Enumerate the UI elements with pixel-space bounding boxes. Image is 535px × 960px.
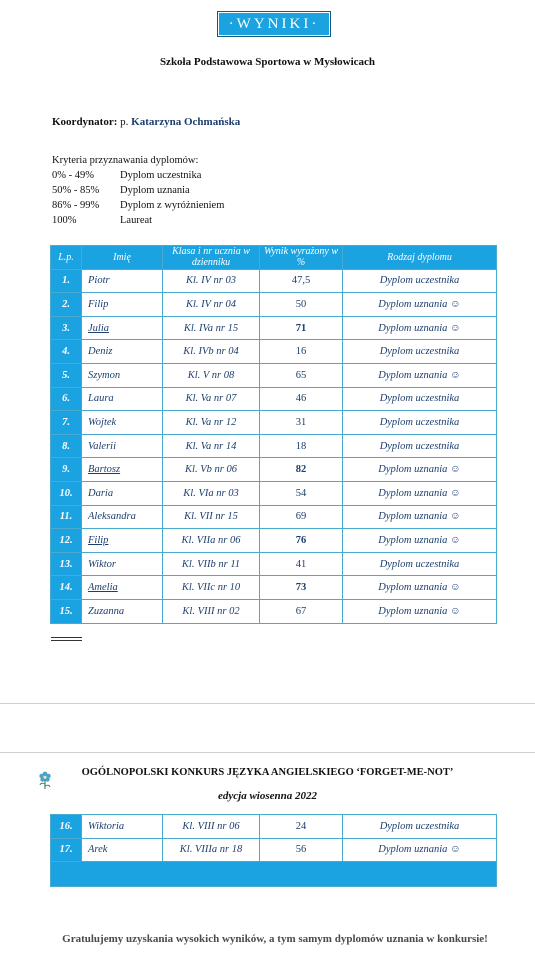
student-score: 76 — [260, 529, 343, 553]
row-number: 2. — [51, 293, 82, 317]
student-class: Kl. IV nr 04 — [163, 293, 260, 317]
diploma-type: Dyplom uczestnika — [343, 269, 497, 293]
table-row — [51, 552, 497, 576]
table-row — [51, 529, 497, 553]
student-name: Wojtek — [82, 411, 163, 435]
header-name: Imię — [82, 246, 163, 270]
student-name — [82, 316, 163, 340]
student-class: Kl. VII nr 15 — [163, 505, 260, 529]
diploma-type: Dyplom uczestnika — [343, 815, 497, 839]
student-name — [82, 458, 163, 482]
student-score: 65 — [260, 363, 343, 387]
diploma-type: Dyplom uznania ☺ — [343, 576, 497, 600]
table-row — [51, 411, 497, 435]
diploma-type: Dyplom uczestnika — [343, 387, 497, 411]
row-number: 12. — [51, 529, 82, 553]
student-name: Valerii — [82, 434, 163, 458]
criteria-range: 86% - 99% — [52, 200, 100, 211]
row-number: 3. — [51, 316, 82, 340]
student-name-text: Julia — [88, 322, 109, 334]
table-row — [51, 458, 497, 482]
criteria-label: Dyplom z wyróżnieniem — [120, 200, 225, 211]
results-table-continued — [50, 814, 497, 887]
congratulations-text: Gratulujemy uzyskania wysokich wyników, a tym samym dyplomów uznania w konkursie! — [62, 933, 488, 945]
criteria-row — [52, 183, 224, 198]
criteria-range: 100% — [52, 215, 77, 226]
table-row — [51, 293, 497, 317]
header-class: Klasa i nr ucznia w dzienniku — [163, 246, 260, 270]
criteria-block — [52, 153, 224, 228]
student-name: Deniz — [82, 340, 163, 364]
diploma-type: Dyplom uznania ☺ — [343, 293, 497, 317]
student-score: 71 — [260, 316, 343, 340]
row-number: 4. — [51, 340, 82, 364]
table-row — [51, 815, 497, 839]
student-name: Aleksandra — [82, 505, 163, 529]
coordinator-label: Koordynator: — [52, 116, 118, 128]
header-score: Wynik wyrażony w % — [260, 246, 343, 270]
student-name — [82, 576, 163, 600]
row-number: 7. — [51, 411, 82, 435]
criteria-title: Kryteria przyznawania dyplomów: — [52, 155, 199, 166]
row-number: 6. — [51, 387, 82, 411]
diploma-type: Dyplom uznania ☺ — [343, 599, 497, 623]
criteria-row — [52, 198, 224, 213]
table-row — [51, 838, 497, 862]
diploma-type: Dyplom uznania ☺ — [343, 316, 497, 340]
student-score: 67 — [260, 599, 343, 623]
student-score: 46 — [260, 387, 343, 411]
table-row — [51, 599, 497, 623]
diploma-type: Dyplom uznania ☺ — [343, 458, 497, 482]
student-name — [82, 529, 163, 553]
student-name-text: Amelia — [88, 582, 118, 594]
coordinator-line — [52, 116, 240, 128]
table-footer-band — [51, 862, 497, 887]
row-number: 16. — [51, 815, 82, 839]
criteria-range: 0% - 49% — [52, 170, 94, 181]
row-number: 1. — [51, 269, 82, 293]
coordinator-prefix: p. — [120, 116, 129, 128]
student-name: Wiktor — [82, 552, 163, 576]
student-score: 69 — [260, 505, 343, 529]
table-row — [51, 363, 497, 387]
diploma-type: Dyplom uznania ☺ — [343, 363, 497, 387]
diploma-type: Dyplom uczestnika — [343, 434, 497, 458]
table-row — [51, 316, 497, 340]
student-class: Kl. Vb nr 06 — [163, 458, 260, 482]
page-divider-bottom — [0, 752, 535, 753]
row-number: 14. — [51, 576, 82, 600]
table-row — [51, 481, 497, 505]
header-lp: L.p. — [51, 246, 82, 270]
coordinator-name: Katarzyna Ochmańska — [131, 116, 241, 128]
table-header-row — [51, 246, 497, 270]
student-class: Kl. VIIb nr 11 — [163, 552, 260, 576]
contest-edition: edycja wiosenna 2022 — [218, 790, 317, 802]
table-row — [51, 576, 497, 600]
student-class: Kl. VIa nr 03 — [163, 481, 260, 505]
student-name-text: Bartosz — [88, 464, 121, 476]
student-name: Szymon — [82, 363, 163, 387]
diploma-type: Dyplom uznania ☺ — [343, 505, 497, 529]
student-class: Kl. VIIa nr 06 — [163, 529, 260, 553]
criteria-row — [52, 168, 224, 183]
student-class: Kl. IVb nr 04 — [163, 340, 260, 364]
student-name: Filip — [82, 293, 163, 317]
student-score: 50 — [260, 293, 343, 317]
student-class: Kl. V nr 08 — [163, 363, 260, 387]
results-banner: ·WYNIKI· — [217, 11, 331, 37]
diploma-type: Dyplom uczestnika — [343, 411, 497, 435]
diploma-type: Dyplom uznania ☺ — [343, 481, 497, 505]
criteria-label: Dyplom uznania — [120, 185, 190, 196]
student-score: 18 — [260, 434, 343, 458]
student-name: Zuzanna — [82, 599, 163, 623]
diploma-type: Dyplom uznania ☺ — [343, 529, 497, 553]
student-name: Laura — [82, 387, 163, 411]
diploma-type: Dyplom uczestnika — [343, 340, 497, 364]
student-class: Kl. VIII nr 02 — [163, 599, 260, 623]
table-row — [51, 434, 497, 458]
student-class: Kl. Va nr 07 — [163, 387, 260, 411]
row-number: 8. — [51, 434, 82, 458]
contest-title: OGÓLNOPOLSKI KONKURS JĘZYKA ANGIELSKIEGO ‘FORGET-ME-NOT’ — [81, 767, 454, 778]
header-diploma: Rodzaj dyplomu — [343, 246, 497, 270]
student-name: Piotr — [82, 269, 163, 293]
student-name: Daria — [82, 481, 163, 505]
student-class: Kl. VIIIa nr 18 — [163, 838, 260, 862]
criteria-row — [52, 213, 224, 228]
diploma-type: Dyplom uznania ☺ — [343, 838, 497, 862]
row-number: 5. — [51, 363, 82, 387]
student-score: 47,5 — [260, 269, 343, 293]
table-row — [51, 340, 497, 364]
student-class: Kl. VIIc nr 10 — [163, 576, 260, 600]
table-footer-cell — [51, 862, 497, 887]
student-score: 31 — [260, 411, 343, 435]
table-row — [51, 505, 497, 529]
row-number: 11. — [51, 505, 82, 529]
student-class: Kl. Va nr 14 — [163, 434, 260, 458]
student-score: 73 — [260, 576, 343, 600]
row-number: 17. — [51, 838, 82, 862]
student-score: 41 — [260, 552, 343, 576]
table-end-mark — [51, 637, 82, 641]
student-class: Kl. Va nr 12 — [163, 411, 260, 435]
student-score: 16 — [260, 340, 343, 364]
table-row — [51, 387, 497, 411]
student-class: Kl. IV nr 03 — [163, 269, 260, 293]
criteria-range: 50% - 85% — [52, 185, 100, 196]
row-number: 15. — [51, 599, 82, 623]
student-score: 56 — [260, 838, 343, 862]
student-class: Kl. VIII nr 06 — [163, 815, 260, 839]
diploma-type: Dyplom uczestnika — [343, 552, 497, 576]
student-name: Arek — [82, 838, 163, 862]
school-name: Szkoła Podstawowa Sportowa w Mysłowicach — [159, 56, 376, 68]
student-name-text: Filip — [88, 534, 109, 546]
student-score: 82 — [260, 458, 343, 482]
student-score: 54 — [260, 481, 343, 505]
criteria-label: Laureat — [120, 215, 153, 226]
student-name: Wiktoria — [82, 815, 163, 839]
row-number: 9. — [51, 458, 82, 482]
criteria-label: Dyplom uczestnika — [120, 170, 202, 181]
page-divider-top — [0, 703, 535, 704]
student-score: 24 — [260, 815, 343, 839]
row-number: 10. — [51, 481, 82, 505]
results-table — [50, 245, 497, 624]
row-number: 13. — [51, 552, 82, 576]
student-class: Kl. IVa nr 15 — [163, 316, 260, 340]
table-row — [51, 269, 497, 293]
